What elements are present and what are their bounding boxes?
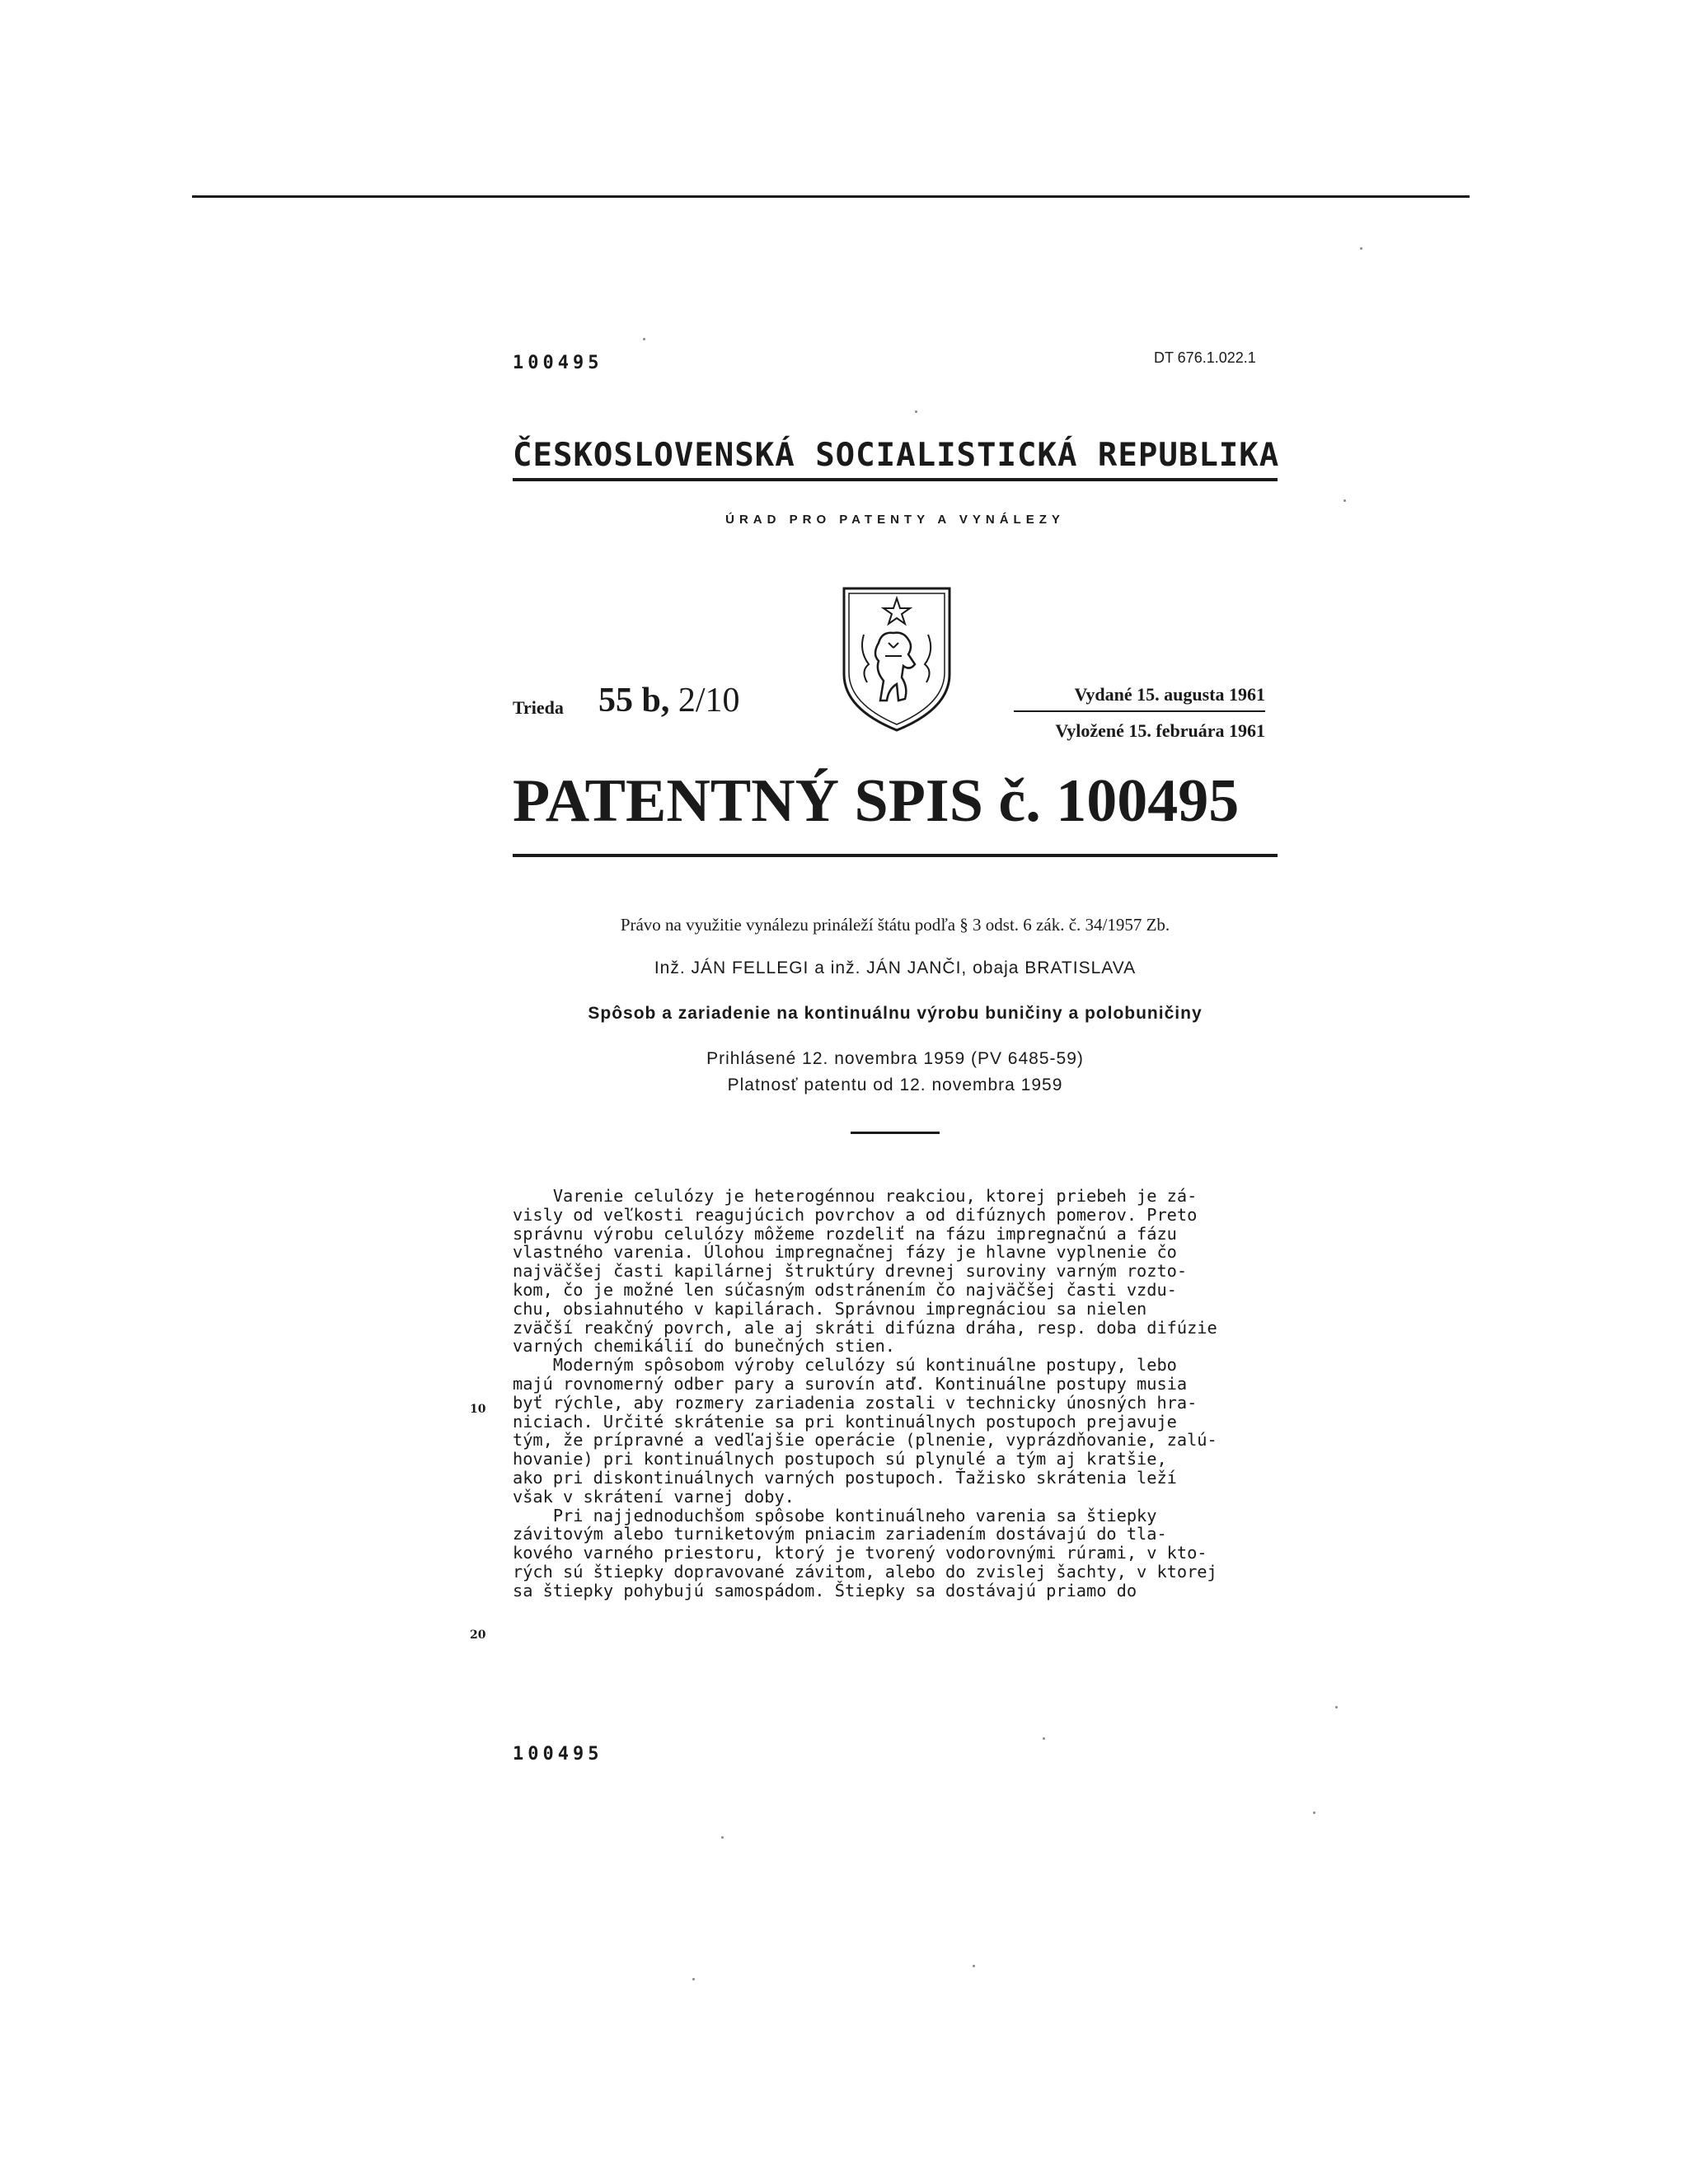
line-number: 10 (470, 1403, 486, 1416)
body-line: varných chemikálií do bunečných stien. (513, 1336, 895, 1357)
body-line: správnu výrobu celulózy môžeme rozdeliť na fázu impregnačnú a fázu (513, 1223, 1177, 1244)
classification-value (598, 681, 740, 720)
body-line: majú rovnomerný odber pary a surovín atď. Kontinuálne postupy musia (513, 1373, 1188, 1394)
filing-date: Prihlásené 12. novembra 1959 (PV 6485-59) (706, 1049, 1084, 1068)
body-line: tým, že prípravné a vedľajšie operácie (plnenie, vyprázdňovanie, zalú- (513, 1430, 1217, 1451)
laid-open-date: Vyložené 15. februára 1961 (1055, 720, 1265, 741)
patent-subject: Spôsob a zariadenie na kontinuálnu výrobu buničiny a polobuničiny (588, 1004, 1203, 1023)
classification-label: Trieda (513, 697, 564, 718)
body-line: Varenie celulózy je heterogénnou reakciou, ktorej priebeh je zá- (513, 1186, 1198, 1206)
scan-speck (692, 1978, 695, 1980)
scan-speck (721, 1836, 724, 1839)
inventors: Inž. JÁN FELLEGI a inž. JÁN JANČI, obaja BRATISLAVA (654, 958, 1137, 977)
scan-speck (1313, 1811, 1315, 1814)
body-line: niciach. Určité skrátenie sa pri kontinuálnych postupoch prejavuje (513, 1411, 1177, 1432)
body-line: chu, obsiahnutého v kapilárach. Správnou impregnáciou sa nielen (513, 1298, 1147, 1319)
scan-speck (1360, 247, 1362, 250)
body-line: najväčšej časti kapilárnej štruktúry drevnej suroviny varným rozto- (513, 1261, 1188, 1282)
scan-speck (915, 410, 917, 413)
header-doc-number: 100495 (513, 353, 603, 373)
body-line: Moderným spôsobom výroby celulózy sú kontinuálne postupy, lebo (513, 1355, 1177, 1376)
body-text (513, 1187, 1278, 1601)
body-line: Pri najjednoduchšom spôsobe kontinuálneho varenia sa štiepky (513, 1505, 1157, 1526)
classification-sub: 2/10 (669, 682, 740, 719)
body-line: byť rýchle, aby rozmery zariadenia zostali v technicky únosných hra- (513, 1392, 1198, 1413)
classification-main: 55 b, (598, 682, 670, 719)
section-divider (851, 1132, 940, 1134)
country-heading: ČESKOSLOVENSKÁ SOCIALISTICKÁ REPUBLIKA (513, 437, 1280, 474)
dt-classification-code: DT 676.1.022.1 (1154, 349, 1256, 366)
body-line: hovanie) pri kontinuálnych postupoch sú plynulé a tým aj kratšie, (513, 1449, 1167, 1469)
scan-speck (1335, 1706, 1338, 1708)
footer-doc-number: 100495 (513, 1744, 603, 1765)
patent-office-name: ÚRAD PRO PATENTY A VYNÁLEZY (725, 513, 1065, 527)
page-top-rule (192, 195, 1470, 198)
scan-speck (1043, 1737, 1045, 1740)
scan-speck (973, 1965, 975, 1967)
validity-date: Platnosť patentu od 12. novembra 1959 (727, 1076, 1063, 1094)
body-line: visly od veľkosti reagujúcich povrchov a od difúznych pomerov. Preto (513, 1204, 1198, 1225)
body-line: rých sú štiepky dopravované závitom, alebo do zvislej šachty, v ktorej (513, 1561, 1217, 1582)
right-statement: Právo na využitie vynálezu prináleží štátu podľa § 3 odst. 6 zák. č. 34/1957 Zb. (620, 915, 1170, 935)
line-number: 20 (470, 1629, 486, 1642)
body-line: kom, čo je možné len súčasným odstránením čo najväčšej časti vzdu- (513, 1279, 1177, 1300)
body-line: zväčší reakčný povrch, ale aj skráti difúzna dráha, resp. doba difúzie (513, 1317, 1217, 1338)
issued-date: Vydané 15. augusta 1961 (1074, 684, 1265, 705)
state-emblem-icon (839, 585, 954, 733)
scan-speck (1343, 499, 1346, 502)
scan-speck (643, 338, 645, 340)
issued-date-underline (1014, 710, 1265, 712)
title-underline (513, 854, 1278, 857)
body-line: vlastného varenia. Úlohou impregnačnej fázy je hlavne vyplnenie čo (513, 1242, 1177, 1263)
country-underline (513, 478, 1278, 481)
body-line: závitovým alebo turniketovým pniacim zariadením dostávajú do tla- (513, 1524, 1167, 1544)
body-line: však v skrátení varnej doby. (513, 1486, 795, 1507)
body-line: kového varného priestoru, ktorý je tvorený vodorovnými rúrami, v kto- (513, 1543, 1207, 1563)
document-title: PATENTNÝ SPIS č. 100495 (513, 767, 1240, 835)
body-line: sa štiepky pohybujú samospádom. Štiepky sa dostávajú priamo do (513, 1580, 1137, 1601)
body-line: ako pri diskontinuálnych varných postupoch. Ťažisko skrátenia leží (513, 1467, 1177, 1488)
